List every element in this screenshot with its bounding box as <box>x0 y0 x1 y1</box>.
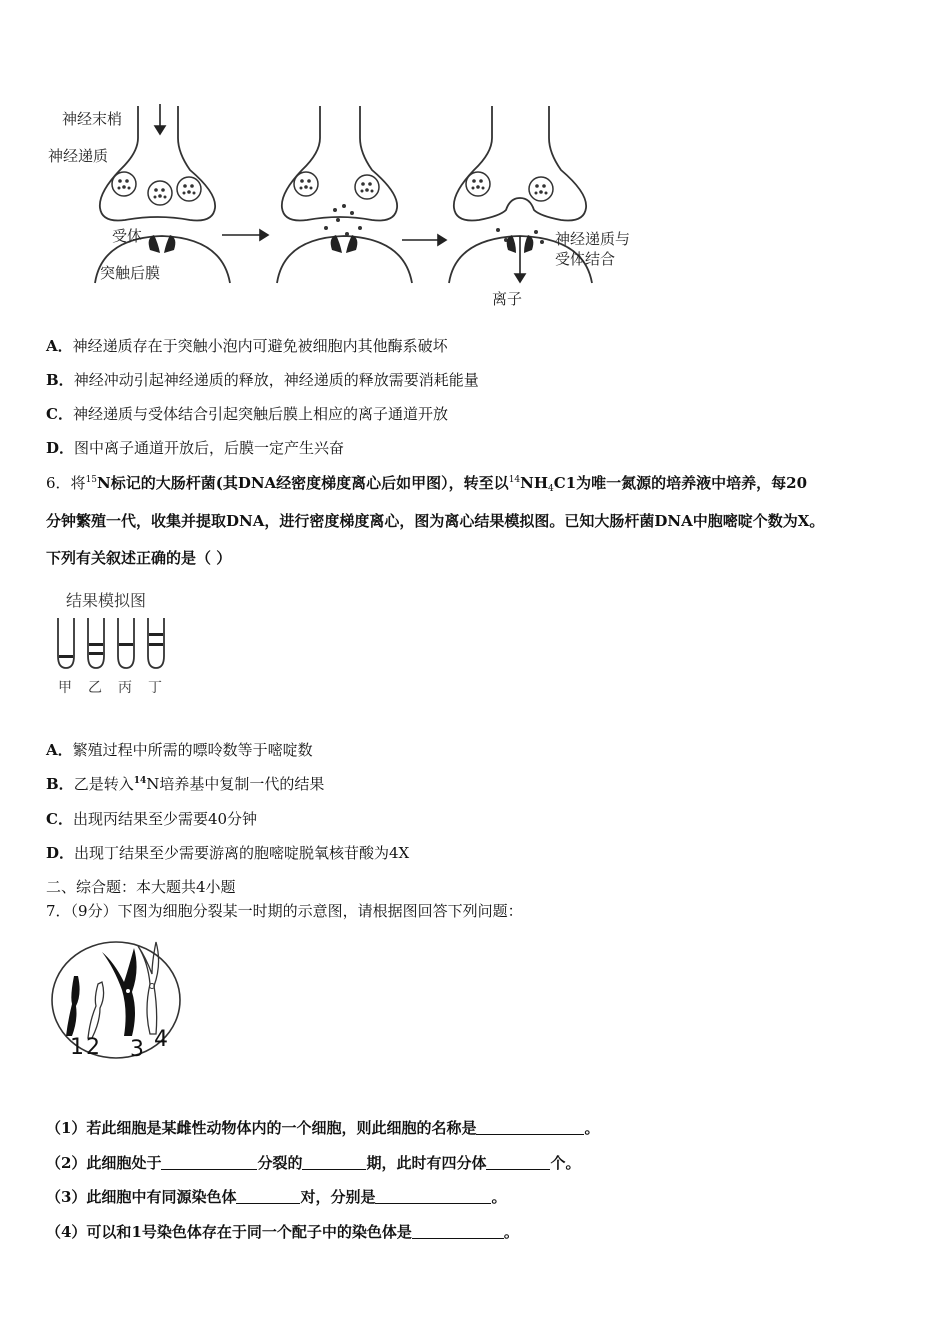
label-postsynaptic-membrane: 突触后膜 <box>100 264 161 282</box>
q5-option-b: B．神经冲动引起神经递质的释放，神经递质的释放需要消耗能量 <box>46 371 479 389</box>
tube-label-jia: 甲 <box>58 680 72 696</box>
tube-label-ding: 丁 <box>148 680 162 696</box>
answer-blank[interactable] <box>302 1155 366 1170</box>
label-receptor: 受体 <box>112 227 143 245</box>
q7-item-3: （3）此细胞中有同源染色体 对，分别是 。 <box>46 1188 507 1206</box>
answer-blank[interactable] <box>375 1189 491 1204</box>
band-yi-2 <box>89 652 103 655</box>
tube-label-yi: 乙 <box>88 680 102 696</box>
label-binding-2: 受体结合 <box>555 250 616 268</box>
cell-division-figure <box>48 934 198 1064</box>
label-neurotransmitter: 神经递质 <box>48 147 109 165</box>
q6-option-d: D．出现丁结果至少需要游离的胞嘧啶脱氧核苷酸为4X <box>46 844 410 862</box>
answer-blank[interactable] <box>486 1155 550 1170</box>
section-title: 二、综合题：本大题共4小题 <box>46 878 236 896</box>
band-bing <box>119 643 133 646</box>
chromosome-number-4: 4 <box>154 1027 168 1052</box>
q5-option-d: D．图中离子通道开放后，后膜一定产生兴奋 <box>46 439 345 457</box>
synapse-figure <box>40 98 690 310</box>
label-nerve-ending: 神经末梢 <box>62 110 123 128</box>
answer-blank[interactable] <box>161 1155 257 1170</box>
q5-option-c: C．神经递质与受体结合引起突触后膜上相应的离子通道开放 <box>46 405 448 423</box>
centrifuge-figure <box>50 586 180 698</box>
band-yi-1 <box>89 643 103 646</box>
q7-intro: 7．（9分）下图为细胞分裂某一时期的示意图，请根据图回答下列问题： <box>46 902 523 920</box>
answer-blank[interactable] <box>236 1189 300 1204</box>
band-jia <box>59 655 73 658</box>
q7-item-2: （2）此细胞处于 分裂的 期，此时有四分体 个。 <box>46 1154 581 1172</box>
tube-label-bing: 丙 <box>118 680 132 696</box>
answer-blank[interactable] <box>476 1120 584 1135</box>
chromosome-number-1: 1 <box>70 1035 84 1060</box>
q5-option-a: A．神经递质存在于突触小泡内可避免被细胞内其他酶系破坏 <box>46 337 448 355</box>
q7-item-4: （4）可以和1号染色体存在于同一个配子中的染色体是 。 <box>46 1223 519 1241</box>
centrifuge-figure-title: 结果模拟图 <box>66 591 147 610</box>
answer-blank[interactable] <box>412 1224 504 1239</box>
q6-option-b: B．乙是转入$^{14}$N培养基中复制一代的结果 <box>46 775 325 793</box>
q6-stem-line3: 下列有关叙述正确的是（ ） <box>46 549 232 567</box>
band-ding-2 <box>149 643 163 646</box>
q6-stem-line1: 6．将$^{15}$N标记的大肠杆菌(其DNA经密度梯度离心后如甲图），转至以$^{14}NH_4C1$为唯一氮源的培养液中培养，每20 <box>46 474 808 494</box>
q6-option-c: C．出现丙结果至少需要40分钟 <box>46 810 258 828</box>
band-ding-1 <box>149 633 163 636</box>
q6-option-a: A．繁殖过程中所需的嘌呤数等于嘧啶数 <box>46 741 313 759</box>
chromosome-number-2: 2 <box>86 1035 100 1060</box>
q6-stem-line2: 分钟繁殖一代，收集并提取DNA，进行密度梯度离心，图为离心结果模拟图。已知大肠杆菌DNA中胞嘧啶个数为X。 <box>46 512 825 530</box>
label-ion: 离子 <box>492 290 523 308</box>
label-binding-1: 神经递质与 <box>555 230 631 248</box>
chromosome-number-3: 3 <box>130 1037 144 1062</box>
q7-item-1: （1）若此细胞是某雌性动物体内的一个细胞，则此细胞的名称是 。 <box>46 1119 600 1137</box>
